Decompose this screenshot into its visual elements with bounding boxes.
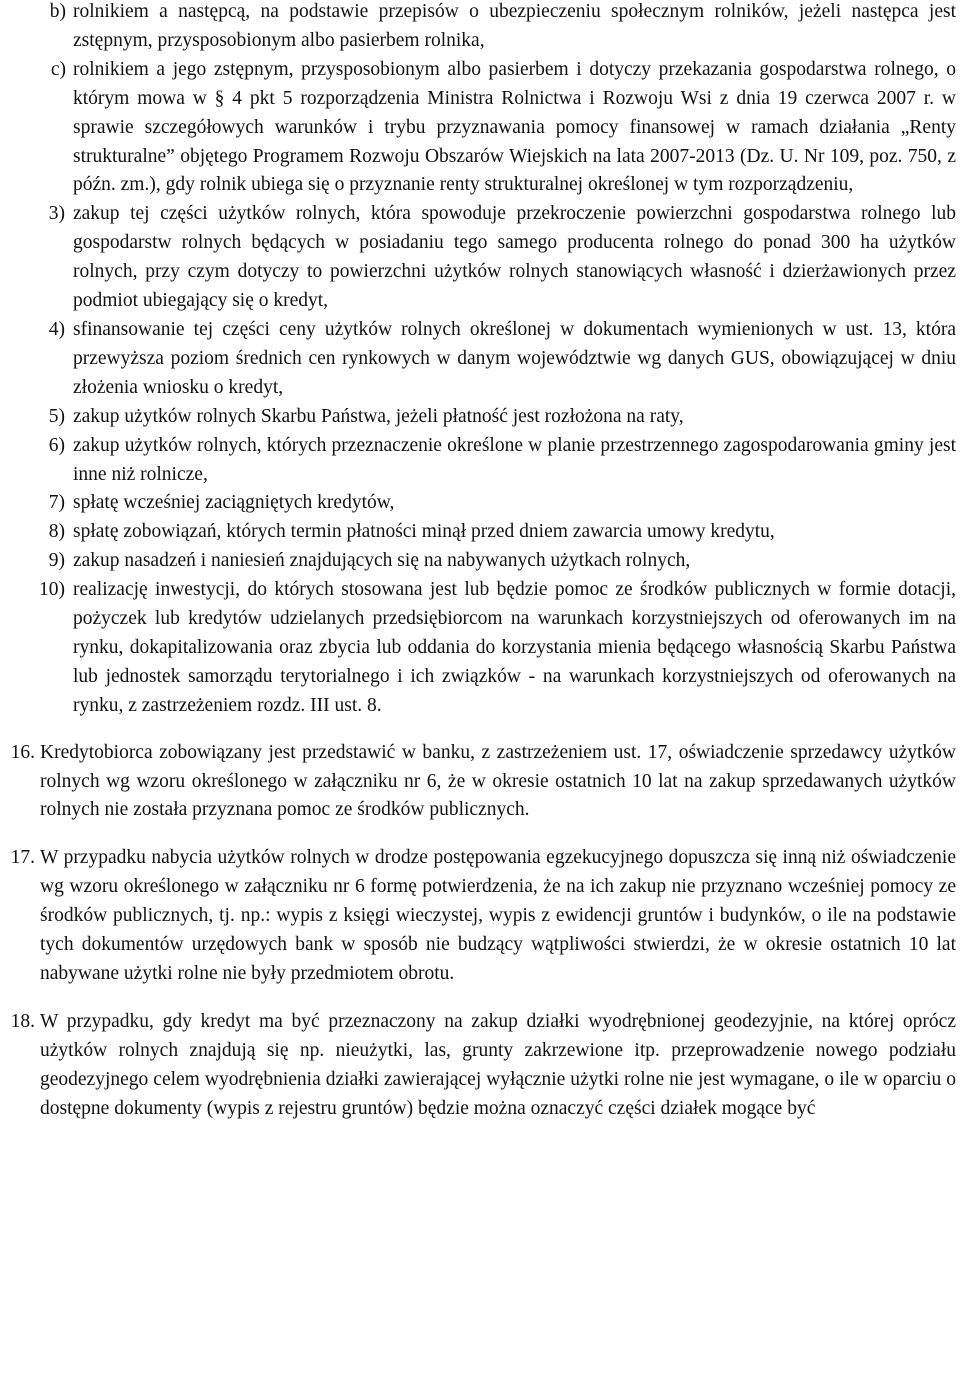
sub-item-text: rolnikiem a jego zstępnym, przysposobionym albo pasierbem i dotyczy przekazania gospodarstwa rolnego, o którym mowa w § 4 pkt 5 rozporządzenia Ministra Rolnictwa i Rozwoju Wsi z dnia 19 czerwca 2007 r. w sprawie szczegółowych warunków i trybu przyznawania pomocy finansowej w ramach działania „Renty strukturalne” objętego Programem Rozwoju Obszarów Wiejskich na lata 2007-2013 (Dz. U. Nr 109, poz. 750, z późn. zm.), gdy rolnik ubiega się o przyznanie renty strukturalnej określonej w tym rozporządzeniu,: [73, 58, 956, 196]
list-item-marker: 9): [48, 550, 65, 572]
list-item-marker: 10): [39, 579, 65, 601]
paragraph-17: [10, 844, 956, 989]
list-item-8: [48, 518, 956, 547]
list-item-6: [48, 432, 956, 490]
list-item-3: [48, 200, 956, 316]
paragraph-16: [10, 739, 956, 826]
list-item-marker: 7): [48, 492, 65, 514]
paragraph-marker: 18.: [10, 1010, 35, 1032]
list-item-5: [48, 403, 956, 432]
sub-item-marker: c): [50, 58, 66, 80]
list-item-text: spłatę wcześniej zaciągniętych kredytów,: [73, 492, 395, 514]
list-item-text: realizację inwestycji, do których stosowana jest lub będzie pomoc ze środków publicznych w formie dotacji, pożyczek lub kredytów udzielanych przedsiębiorcom na warunkach korzystniejszych od oferowanych im na rynku, dokapitalizowania oraz zbycia lub oddania do korzystania mienia będącego własnością Skarbu Państwa lub jednostek samorządu terytorialnego i ich związków - na warunkach korzystniejszych od oferowanych na rynku, z zastrzeżeniem rozdz. III ust. 8.: [73, 579, 956, 716]
list-item-marker: 8): [48, 521, 65, 543]
paragraph-text: Kredytobiorca zobowiązany jest przedstawić w banku, z zastrzeżeniem ust. 17, oświadczenie sprzedawcy użytków rolnych wg wzoru określonego w załączniku nr 6, że w okresie ostatnich 10 lat na zakup sprzedawanych użytków rolnych nie została przyznana pomoc ze środków publicznych.: [40, 741, 956, 821]
paragraph-marker: 17.: [10, 847, 35, 869]
list-item-9: [48, 547, 956, 576]
list-item-marker: 3): [48, 203, 65, 225]
list-item-10: [39, 576, 956, 721]
list-item-marker: 6): [48, 434, 65, 456]
list-item-text: zakup tej części użytków rolnych, która spowoduje przekroczenie powierzchni gospodarstwa rolnego lub gospodarstw rolnych będących w posiadaniu tego samego producenta rolnego do ponad 300 ha użytków rolnych, przy czym dotyczy to powierzchni użytków rolnych stanowiących własność i dzierżawionych przez podmiot ubiegający się o kredyt,: [73, 203, 956, 312]
list-item-marker: 4): [48, 318, 65, 340]
sub-item-text: rolnikiem a następcą, na podstawie przepisów o ubezpieczeniu społecznym rolników, jeżeli następca jest zstępnym, przysposobionym albo pasierbem rolnika,: [73, 1, 956, 51]
list-item-4: [48, 316, 956, 403]
list-item-text: zakup użytków rolnych, których przeznaczenie określone w planie przestrzennego zagospodarowania gminy jest inne niż rolnicze,: [73, 434, 956, 485]
paragraph-18: [10, 1008, 956, 1124]
list-item-marker: 5): [48, 405, 65, 427]
list-item-text: sfinansowanie tej części ceny użytków rolnych określonej w dokumentach wymienionych w ust. 13, która przewyższa poziom średnich cen rynkowych w danym województwie wg danych GUS, obowiązującej w dniu złożenia wniosku o kredyt,: [73, 318, 956, 398]
paragraph-text: W przypadku nabycia użytków rolnych w drodze postępowania egzekucyjnego dopuszcza się inną niż oświadczenie wg wzoru określonego w załączniku nr 6 formę potwierdzenia, że na ich zakup nie przyznano wcześniej pomocy ze środków publicznych, tj. np.: wypis z księgi wieczystej, wypis z ewidencji gruntów i budynków, o ile na podstawie tych dokumentów urzędowych bank w sposób nie budzący wątpliwości stwierdzi, że w okresie ostatnich 10 lat nabywane użytki rolne nie były przedmiotem obrotu.: [40, 847, 956, 984]
list-item-7: [48, 489, 956, 518]
list-item-text: zakup użytków rolnych Skarbu Państwa, jeżeli płatność jest rozłożona na raty,: [73, 405, 684, 427]
list-item-text: zakup nasadzeń i naniesień znajdujących się na nabywanych użytkach rolnych,: [73, 550, 691, 572]
list-item-text: spłatę zobowiązań, których termin płatności minął przed dniem zawarcia umowy kredytu,: [73, 521, 775, 543]
sub-item-marker: b): [49, 1, 66, 22]
sub-item-b: [49, 0, 956, 56]
paragraph-marker: 16.: [10, 741, 35, 763]
paragraph-text: W przypadku, gdy kredyt ma być przeznaczony na zakup działki wyodrębnionej geodezyjnie, na której oprócz użytków rolnych znajdują się np. nieużytki, las, grunty zakrzewione itp. przeprowadzenie nowego podziału geodezyjnego celem wyodrębnienia działki zawierającej wyłącznie użytki rolne nie jest wymagane, o ile w oparciu o dostępne dokumenty (wypis z rejestru gruntów) będzie można oznaczyć części działek mogące być: [40, 1010, 956, 1119]
sub-item-c: [50, 56, 956, 201]
